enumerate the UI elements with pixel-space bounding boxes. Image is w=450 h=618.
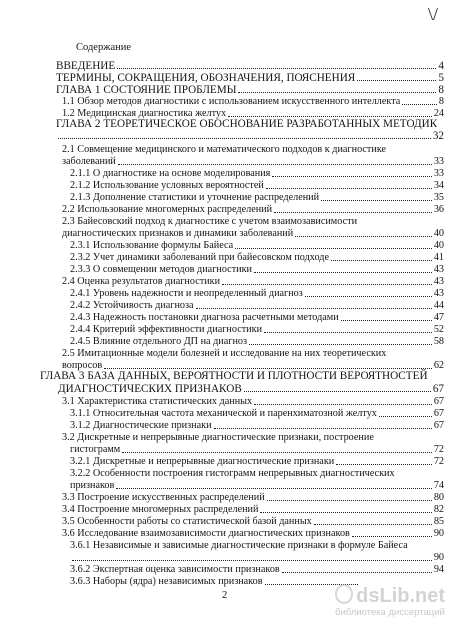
toc-leader-dots — [402, 104, 437, 105]
toc-entry-label: ВВЕДЕНИЕ — [56, 60, 116, 72]
toc-entry-page: 41 — [433, 252, 444, 263]
toc-leader-dots — [58, 138, 431, 139]
toc-entry-page: 40 — [433, 228, 444, 239]
toc-leader-dots — [117, 68, 436, 69]
toc-leader-dots — [254, 272, 432, 273]
toc-entry-label: 3.4 Построение многомерных распределений — [62, 504, 259, 515]
toc-entry-label: 3.2.1 Дискретные и непрерывные диагностические признаки — [70, 456, 335, 467]
toc-leader-dots — [379, 416, 432, 417]
toc-entry — [70, 324, 444, 336]
toc-entry-page: 33 — [433, 156, 444, 167]
toc-entry-label: ГЛАВА 3 БАЗА ДАННЫХ, ВЕРОЯТНОСТИ И ПЛОТНОСТИ ВЕРОЯТНОСТЕЙ — [40, 370, 428, 382]
toc-entry-label: 1.2 Медицинская диагностика желтух — [62, 108, 227, 119]
toc-leader-dots — [214, 428, 432, 429]
toc-entry-continuation — [70, 444, 444, 456]
toc-entry-page: 36 — [433, 204, 444, 215]
toc-entry-page: 32 — [432, 130, 444, 142]
toc-entry-page: 5 — [438, 72, 444, 84]
dslib-logo-icon — [335, 584, 353, 604]
toc-entry — [70, 192, 444, 204]
toc-entry — [70, 180, 444, 192]
toc-leader-dots — [357, 80, 436, 81]
toc-entry — [62, 204, 444, 216]
toc-entry-page: 67 — [433, 420, 444, 431]
toc-entry — [70, 336, 444, 348]
watermark — [335, 584, 445, 616]
toc-entry — [70, 168, 444, 180]
toc-entry — [62, 96, 444, 108]
toc-entry-page: 4 — [438, 60, 444, 72]
toc-entry-label: ТЕРМИНЫ, СОКРАЩЕНИЯ, ОБОЗНАЧЕНИЯ, ПОЯСНЕНИЯ — [56, 72, 356, 84]
toc-entry-page: 67 — [432, 383, 444, 395]
toc-leader-dots — [305, 296, 432, 297]
toc-leader-dots — [72, 560, 432, 561]
toc-entry-continuation-label: гистограмм — [70, 444, 121, 455]
toc-entry — [70, 540, 444, 552]
toc-leader-dots — [352, 536, 432, 537]
toc-leader-dots — [341, 320, 432, 321]
toc-entry-page: 94 — [433, 564, 444, 575]
toc-entry-page: 43 — [433, 288, 444, 299]
toc-entry-continuation-label: заболеваний — [62, 156, 116, 167]
toc-entry — [70, 252, 444, 264]
toc-entry — [70, 576, 360, 588]
toc-entry-label: 3.6.2 Экспертная оценка зависимости признаков — [70, 564, 280, 575]
toc-entry — [56, 72, 444, 84]
toc-leader-dots — [222, 284, 432, 285]
toc-leader-dots — [118, 164, 432, 165]
toc-entry-continuation — [70, 480, 444, 492]
toc-entry — [70, 312, 444, 324]
toc-entry-label: 3.6.1 Независимые и зависимые диагностические признаки в формуле Байеса — [70, 540, 408, 551]
toc-leader-dots — [272, 176, 431, 177]
toc-entry — [56, 118, 436, 130]
toc-entry-label: 3.6.3 Наборы (ядра) независимых признаков — [70, 576, 263, 587]
toc-entry — [62, 492, 444, 504]
toc-entry-page: 43 — [433, 276, 444, 287]
toc-entry-page: 33 — [433, 168, 444, 179]
toc-entry — [62, 528, 444, 540]
toc-entry-continuation — [62, 228, 444, 240]
page-number: 2 — [222, 590, 228, 601]
toc-entry-page: 47 — [433, 312, 444, 323]
toc-entry — [70, 468, 428, 480]
toc-entry — [62, 144, 428, 156]
toc-entry-page: 44 — [433, 300, 444, 311]
toc-entry — [62, 276, 444, 288]
toc-entry-page: 34 — [433, 180, 444, 191]
toc-entry — [62, 396, 444, 408]
toc-entry — [70, 288, 444, 300]
toc-leader-dots — [267, 500, 432, 501]
toc-entry-page: 80 — [433, 492, 444, 503]
toc-entry-label: 2.3.1 Использование формулы Байеса — [70, 240, 234, 251]
watermark-logo — [335, 584, 445, 606]
toc-entry-page: 90 — [433, 552, 444, 563]
toc-entry-continuation-label: признаков — [70, 480, 115, 491]
toc-entry-label: 2.4.3 Надежность постановки диагноза расчетными методами — [70, 312, 339, 323]
toc-entry-page: 72 — [433, 444, 444, 455]
toc-entry — [70, 240, 444, 252]
toc-entry-continuation-label: диагностических признаков и динамики заболеваний — [62, 228, 294, 239]
toc-entry-label: 2.4.1 Уровень надежности и неопределенный диагноз — [70, 288, 303, 299]
toc-entry-continuation-label: ДИАГНОСТИЧЕСКИХ ПРИЗНАКОВ — [58, 383, 242, 395]
toc-entry — [62, 432, 428, 444]
toc-entry-label: 2.4.4 Критерий эффективности диагностики — [70, 324, 263, 335]
toc-entry-page: 8 — [438, 96, 444, 107]
toc-leader-dots — [264, 332, 432, 333]
toc-entry — [70, 408, 444, 420]
toc-entry-page: 67 — [433, 396, 444, 407]
toc-entry-label: 3.1.1 Относительная частота механической и паренхиматозной желтух — [70, 408, 377, 419]
toc-leader-dots — [314, 524, 432, 525]
toc-entry-label: 2.1.2 Использование условных вероятностей — [70, 180, 264, 191]
toc-leader-dots — [321, 200, 432, 201]
toc-entry — [56, 84, 444, 96]
toc-entry-label: 2.2 Использование многомерных распределений — [62, 204, 273, 215]
toc-entry-label: 2.3 Байесовский подход к диагностике с учетом взаимозависимости — [62, 216, 358, 227]
toc-leader-dots — [238, 92, 436, 93]
toc-entry-continuation — [56, 130, 444, 142]
toc-entry — [40, 370, 444, 382]
toc-entry — [62, 504, 444, 516]
toc-entry — [56, 60, 444, 72]
toc-entry-page: 8 — [438, 84, 444, 96]
toc-leader-dots — [244, 391, 431, 392]
toc-entry-page: 67 — [433, 408, 444, 419]
toc-leader-dots — [116, 488, 431, 489]
toc-leader-dots — [122, 452, 432, 453]
toc-entry-page: 24 — [433, 108, 444, 119]
toc-entry-continuation-label: вопросов — [62, 360, 103, 371]
toc-entry — [70, 300, 444, 312]
toc-leader-dots — [196, 308, 432, 309]
toc-leader-dots — [336, 464, 432, 465]
toc-entry — [70, 456, 444, 468]
toc-entry-label: 3.5 Особенности работы со статистической базой данных — [62, 516, 312, 527]
toc-entry-label: 2.5 Имитационные модели болезней и исследование на них теоретических — [62, 348, 387, 359]
toc-entry-page: 35 — [433, 192, 444, 203]
toc-entry-page: 82 — [433, 504, 444, 515]
toc-entry — [70, 420, 444, 432]
toc-entry-page: 90 — [433, 528, 444, 539]
toc-entry-label: 3.2.2 Особенности построения гистограмм непрерывных диагностических — [70, 468, 395, 479]
toc-entry-page: 40 — [433, 240, 444, 251]
toc-leader-dots — [104, 368, 432, 369]
toc-entry — [70, 264, 444, 276]
toc-leader-dots — [331, 260, 432, 261]
watermark-tagline: библиотека диссертаций — [335, 607, 445, 618]
toc-leader-dots — [282, 572, 432, 573]
toc-entry-label: 2.1.3 Дополнение статистики и уточнение распределений — [70, 192, 320, 203]
toc-entry-label: 3.6 Исследование взаимозависимости диагностических признаков — [62, 528, 350, 539]
toc-leader-dots — [254, 404, 432, 405]
toc-entry-label: 2.4.2 Устойчивость диагноза — [70, 300, 194, 311]
toc-entry-label: 3.3 Построение искусственных распределений — [62, 492, 265, 503]
toc-entry — [70, 564, 444, 576]
toc-leader-dots — [260, 512, 431, 513]
toc-entry — [62, 348, 428, 360]
toc-leader-dots — [295, 236, 432, 237]
toc-leader-dots — [235, 248, 432, 249]
toc-entry — [62, 216, 428, 228]
toc-entry-label: 1.1 Обзор методов диагностики с использованием искусственного интеллекта — [62, 96, 401, 107]
toc-entry-page: 58 — [433, 336, 444, 347]
toc-title: Содержание — [76, 42, 132, 53]
toc-leader-dots — [249, 344, 432, 345]
toc-entry-label: ГЛАВА 2 ТЕОРЕТИЧЕСКОЕ ОБОСНОВАНИЕ РАЗРАБОТАННЫХ МЕТОДИК — [56, 118, 438, 130]
toc-entry-page: 62 — [433, 360, 444, 371]
toc-entry-label: 2.3.3 О совмещении методов диагностики — [70, 264, 252, 275]
toc-entry-label: 3.1 Характеристика статистических данных — [62, 396, 253, 407]
toc-leader-dots — [228, 116, 432, 117]
toc-entry-page: 43 — [433, 264, 444, 275]
corner-mark: \/ — [428, 4, 439, 24]
toc-entry — [62, 516, 444, 528]
toc-entry-continuation — [62, 156, 444, 168]
toc-entry-page: 52 — [433, 324, 444, 335]
toc-entry-label: 3.1.2 Диагностические признаки — [70, 420, 212, 431]
toc-leader-dots — [266, 188, 432, 189]
toc-entry-continuation — [58, 383, 444, 395]
toc-entry-page: 74 — [433, 480, 444, 491]
toc-entry-continuation — [70, 552, 444, 564]
toc-entry-label: 2.3.2 Учет динамики заболеваний при байесовском подходе — [70, 252, 329, 263]
toc-entry-label: 3.2 Дискретные и непрерывные диагностические признаки, построение — [62, 432, 374, 443]
toc-entry-label: 2.4 Оценка результатов диагностики — [62, 276, 221, 287]
toc-leader-dots — [274, 212, 432, 213]
watermark-brand: dsLib.net — [356, 585, 445, 607]
toc-entry-page: 72 — [433, 456, 444, 467]
toc-entry-label: ГЛАВА 1 СОСТОЯНИЕ ПРОБЛЕМЫ — [56, 84, 237, 96]
toc-entry-label: 2.1 Совмещение медицинского и математического подходов к диагностике — [62, 144, 387, 155]
toc-entry-label: 2.1.1 О диагностике на основе моделирования — [70, 168, 271, 179]
toc-entry-page: 85 — [433, 516, 444, 527]
toc-entry-label: 2.4.5 Влияние отдельного ДП на диагноз — [70, 336, 248, 347]
